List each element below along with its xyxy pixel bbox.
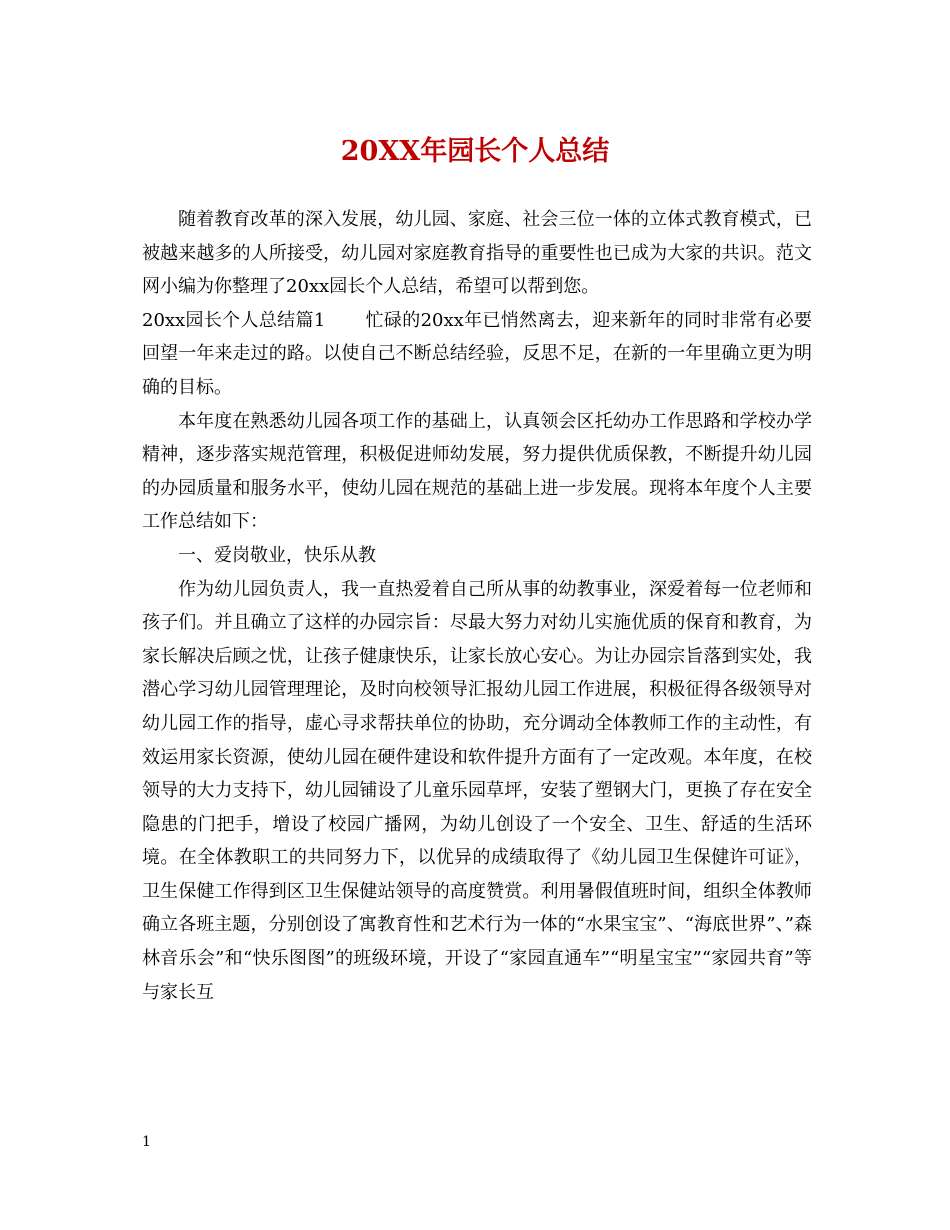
article-intro: 忙碌的20xx年已悄然离去，迎来新年的同时非常有必要回望一年来走过的路。以使自己不断总结经验，反思不足，在新的一年里确立更为明确的目标。 [142, 309, 812, 398]
work-overview-paragraph: 本年度在熟悉幼儿园各项工作的基础上，认真领会区托幼办工作思路和学校办学精神，逐步落实规范管理，积极促进师幼发展，努力提供优质保教，不断提升幼儿园的办园质量和服务水平，使幼儿园在规范的基础上进一步发展。现将本年度个人主要工作总结如下： [142, 410, 812, 533]
section-body-paragraph: 作为幼儿园负责人，我一直热爱着自己所从事的幼教事业，深爱着每一位老师和孩子们。并且确立了这样的办园宗旨：尽最大努力对幼儿实施优质的保育和教育，为家长解决后顾之忧，让孩子健康快乐，让家长放心安心。为让办园宗旨落到实处，我潜心学习幼儿园管理理论，及时向校领导汇报幼儿园工作进展，积极征得各级领导对幼儿园工作的指导，虚心寻求帮扶单位的协助，充分调动全体教师工作的主动性，有效运用家长资源，使幼儿园在硬件建设和软件提升方面有了一定改观。本年度，在校领导的大力支持下，幼儿园铺设了儿童乐园草坪，安装了塑钢大门，更换了存在安全隐患的门把手，增设了校园广播网，为幼儿创设了一个安全、卫生、舒适的生活环境。在全体教职工的共同努力下，以优异的成绩取得了《幼儿园卫生保健许可证》，卫生保健工作得到区卫生保健站领导的高度赞赏。利用暑假值班时间，组织全体教师确立各班主题，分别创设了寓教育性和艺术行为一体的“水果宝宝”、“海底世界”、”森林音乐会”和“快乐图图”的班级环境，开设了“家园直通车”“明星宝宝”“家园共育”等与家长互 [142, 578, 812, 1003]
document-title: 20XX年园长个人总结 [340, 136, 610, 167]
page-number: 1 [142, 1134, 151, 1150]
intro-paragraph: 随着教育改革的深入发展，幼儿园、家庭、社会三位一体的立体式教育模式，已被越来越多的人所接受，幼儿园对家庭教育指导的重要性也已成为大家的共识。范文网小编为你整理了20xx园长个人总结，希望可以帮到您。 [142, 209, 812, 298]
article-heading: 20xx园长个人总结篇1 [142, 309, 326, 331]
document-body [142, 203, 812, 1009]
article-heading-paragraph [142, 304, 812, 405]
section-heading: 一、爱岗敬业，快乐从教 [178, 544, 376, 566]
